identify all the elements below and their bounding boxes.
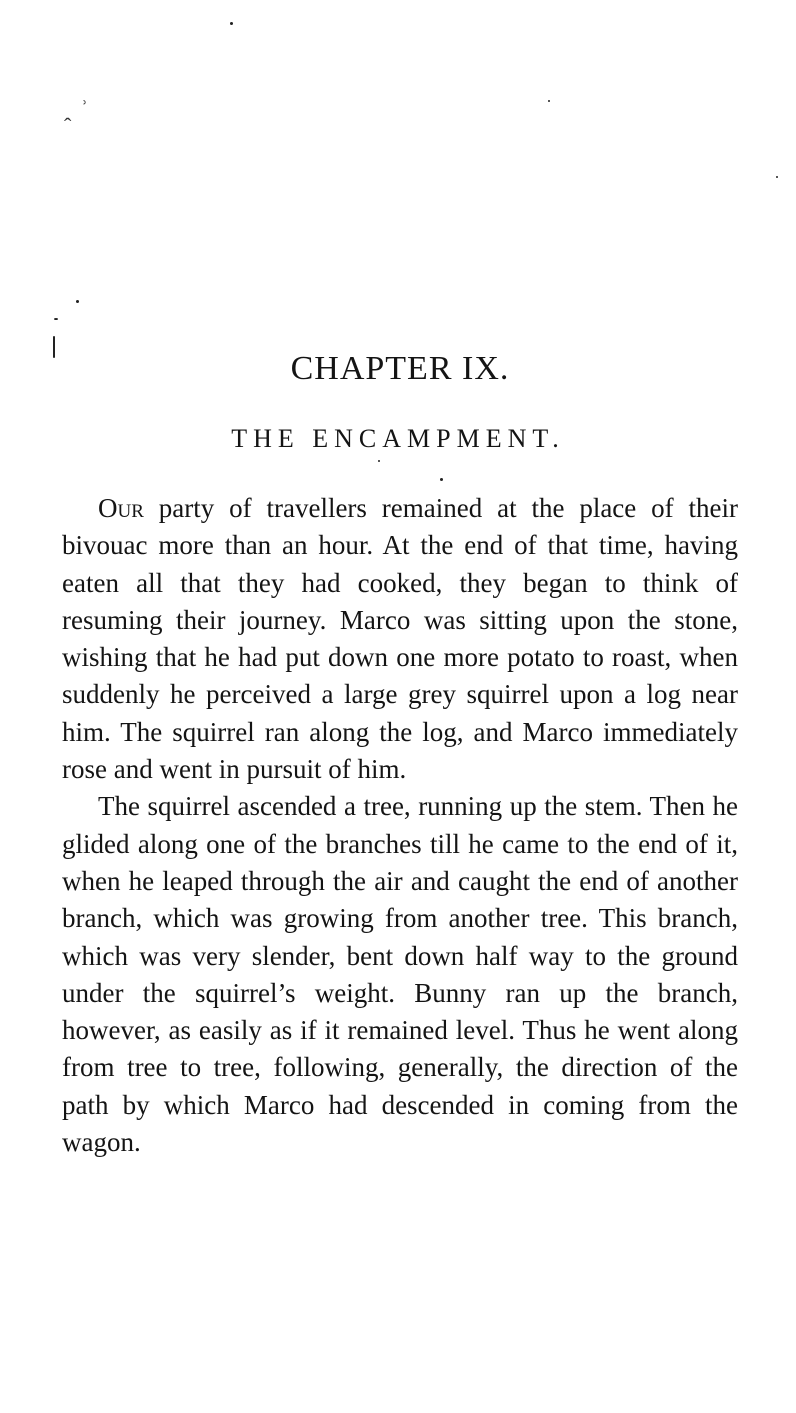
scan-speck	[440, 478, 443, 481]
margin-mark: ꞈ ʾ	[64, 96, 91, 121]
scan-speck	[548, 100, 550, 102]
paragraph-2	[62, 788, 738, 1161]
paragraph-text: The squirrel ascended a tree, running up the stem. Then he glided along one of the branches till he came to the end of it, when he leaped through the air and caught the end of another branch, which was growing from another tree. This branch, which was very slender, bent down half way to the ground under the squirrel’s weight. Bunny ran up the branch, however, as easily as if it remained level. Thus he went along from tree to tree, following, generally, the direction of the path by which Marco had descended in coming from the wagon.	[62, 791, 738, 1158]
paragraph-lead-word: Our	[98, 493, 144, 523]
scan-speck	[378, 460, 380, 462]
paragraph-text: party of travellers remained at the place of their bivouac more than an hour. At the end of that time, having eaten all that they had cooked, they began to think of resuming their journey. Marco was sitting upon the stone, wishing that he had put down one more potato to roast, when suddenly he perceived a large grey squirrel upon a log near him. The squirrel ran along the log, and Marco immediately rose and went in pursuit of him.	[62, 493, 738, 785]
chapter-number: CHAPTER IX.	[290, 350, 510, 387]
paragraph-1	[62, 490, 738, 788]
scan-speck	[230, 22, 233, 25]
scan-speck	[76, 300, 79, 303]
scan-speck	[776, 176, 778, 178]
scan-speck	[54, 318, 58, 320]
chapter-title: THE ENCAMPMENT.	[231, 424, 565, 453]
body-text	[62, 490, 738, 1161]
